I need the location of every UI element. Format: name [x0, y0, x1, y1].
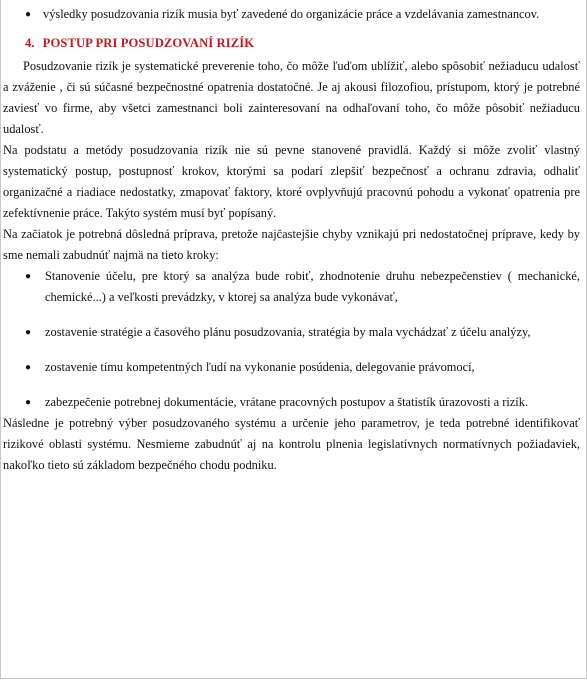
paragraph-conclusion: Následne je potrebný výber posudzovaného systému a určenie jeho parametrov, je teda potrebné identifikovať rizikové oblasti systému. Nesmieme zabudnúť aj na kontrolu plnenia legislatívnych normatívnych požiadaviek, nakoľko tieto sú základom bezpečného chodu podniku. [3, 416, 580, 472]
bullet-icon: ● [25, 327, 32, 338]
bullet-icon: ● [25, 9, 32, 20]
section-heading [1, 33, 584, 53]
list-item [1, 4, 584, 25]
bullet-icon: ● [25, 362, 32, 373]
list-item [1, 322, 584, 343]
section-title: POSTUP PRI POSUDZOVANÍ RIZÍK [42, 36, 255, 50]
list-item-text: zostavenie stratégie a časového plánu posudzovania, stratégia by mala vychádzať z účelu analýzy, [45, 325, 531, 339]
intro-bullet-list [1, 4, 584, 25]
list-item [1, 266, 584, 308]
list-item [1, 392, 584, 413]
bullet-icon: ● [25, 271, 32, 282]
paragraph-preparation: Na začiatok je potrebná dôsledná príprava, pretože najčastejšie chyby vznikajú pri nedostatočnej príprave, kedy by sme nemali zabudnúť najmä na tieto kroky: [3, 227, 580, 262]
paragraph-intro: Posudzovanie rizík je systematické preverenie toho, čo môže ľuďom ublížiť, alebo spôsobiť nežiaducu udalosť a zváženie , či sú súčasné bezpečnostné opatrenia dostatočné. Je aj akousi filozofiou, prístupom, ktorý je potrebné zaviesť vo firme, aby všetci zamestnanci boli zainteresovaní na odhaľovaní toho, čo môže pôsobiť nežiaducu udalosť. [3, 59, 580, 136]
preparation-steps-list [1, 266, 584, 413]
bullet-icon: ● [25, 397, 32, 408]
list-item-text: výsledky posudzovania rizík musia byť zavedené do organizácie práce a vzdelávania zamestnancov. [43, 7, 540, 21]
list-item-text: zabezpečenie potrebnej dokumentácie, vrátane pracovných postupov a štatistík úrazovosti a rizík. [45, 395, 529, 409]
document-content [1, 0, 584, 476]
paragraph-methods: Na podstatu a metódy posudzovania rizík nie sú pevne stanovené pravidlá. Každý si môže zvoliť vlastný systematický postup, postupnosť krokov, ktorými sa podarí zlepšiť bezpečnosť a ochranu zdravia, odhaliť organizačné a riadiace nedostatky, zmapovať faktory, ktoré ovplyvňujú pracovnú pohodu a vykonať opatrenia pre zefektívnenie práce. Takýto systém musí byť popísaný. [3, 143, 580, 220]
list-item-text: zostavenie tímu kompetentných ľudí na vykonanie posúdenia, delegovanie právomocí, [45, 360, 475, 374]
list-item-text: Stanovenie účelu, pre ktorý sa analýza bude robiť, zhodnotenie druhu nebezpečenstiev ( mechanické, chemické...) a veľkosti prevádzky, v ktorej sa analýza bude vykonávať, [45, 269, 580, 304]
section-number: 4. [25, 36, 35, 50]
list-item [1, 357, 584, 378]
